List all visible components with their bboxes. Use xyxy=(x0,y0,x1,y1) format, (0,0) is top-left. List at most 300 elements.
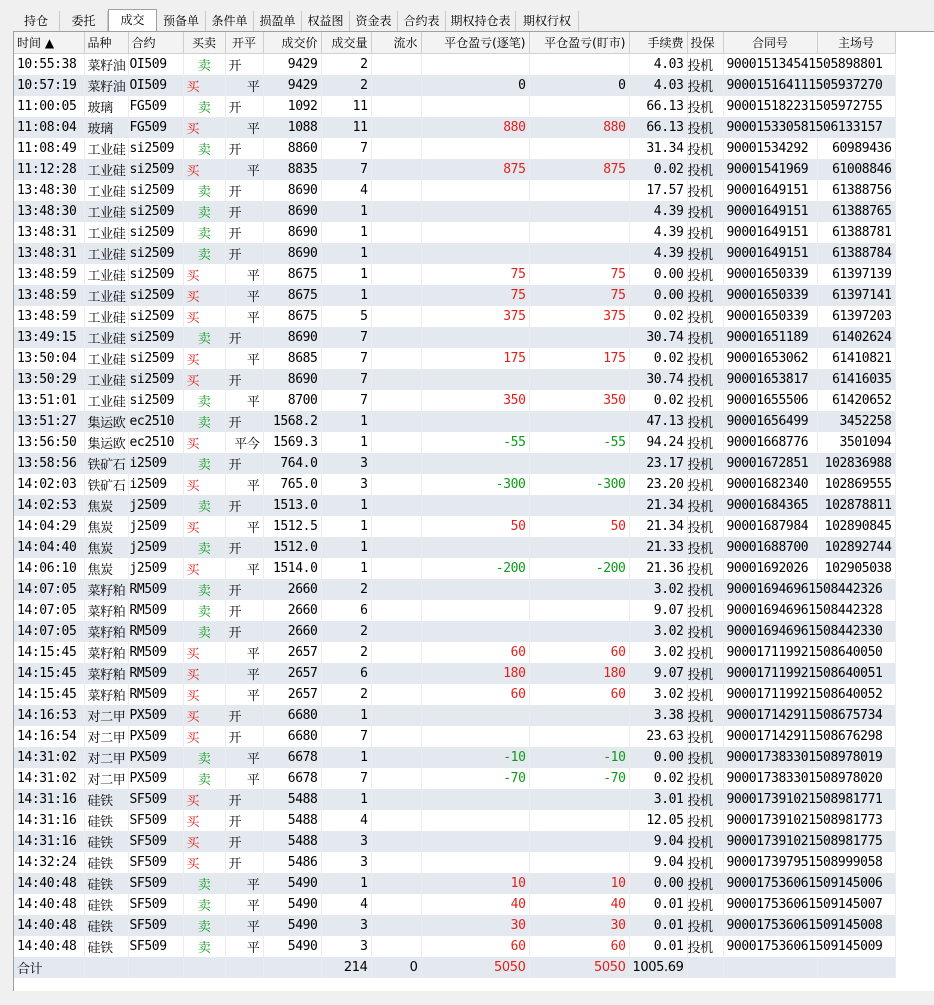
col-offset: 平 xyxy=(225,75,263,96)
col-flow xyxy=(371,684,421,705)
table-row[interactable] xyxy=(14,285,895,306)
table-row[interactable] xyxy=(14,516,895,537)
col-contract: SF509 xyxy=(128,894,183,915)
col-direction: 买 xyxy=(183,306,225,327)
col-pnl-trade: 375 xyxy=(421,306,529,327)
col-contract: RM509 xyxy=(128,642,183,663)
table-row[interactable] xyxy=(14,369,895,390)
col-direction: 买 xyxy=(183,432,225,453)
col-time: 14:07:05 xyxy=(14,579,84,600)
col-product: 工业硅 xyxy=(84,222,128,243)
table-row[interactable] xyxy=(14,495,895,516)
col-time: 13:48:30 xyxy=(14,180,84,201)
table-row[interactable] xyxy=(14,894,895,915)
col-fee: 9.07 xyxy=(629,600,687,621)
table-row[interactable] xyxy=(14,75,895,96)
col-pnl-trade xyxy=(421,810,529,831)
col-volume: 4 xyxy=(321,810,371,831)
table-row[interactable] xyxy=(14,663,895,684)
table-row[interactable] xyxy=(14,348,895,369)
col-price: 1514.0 xyxy=(263,558,321,579)
col-pnl-trade: -300 xyxy=(421,474,529,495)
col-order-no: 900015330581506133157 xyxy=(723,117,895,138)
table-row[interactable] xyxy=(14,474,895,495)
col-price: 2657 xyxy=(263,684,321,705)
col-contract: SF509 xyxy=(128,852,183,873)
table-row[interactable] xyxy=(14,180,895,201)
col-offset: 开 xyxy=(225,96,263,117)
table-row[interactable] xyxy=(14,705,895,726)
col-order-no: 90001682340 xyxy=(723,474,817,495)
col-time: 14:07:05 xyxy=(14,621,84,642)
col-product: 工业硅 xyxy=(84,306,128,327)
col-direction: 买 xyxy=(183,516,225,537)
col-price: 8675 xyxy=(263,306,321,327)
col-contract: ec2510 xyxy=(128,411,183,432)
col-price: 1513.0 xyxy=(263,495,321,516)
col-product: 菜籽粕 xyxy=(84,621,128,642)
col-hedge: 投机 xyxy=(687,705,723,726)
table-row[interactable] xyxy=(14,327,895,348)
col-pnl-mark: -300 xyxy=(529,474,629,495)
col-time-header[interactable]: 时间 ▲ xyxy=(14,32,84,54)
col-fee: 0.01 xyxy=(629,936,687,957)
col-price: 8685 xyxy=(263,348,321,369)
col-offset: 平 xyxy=(225,747,263,768)
col-pnl-mark: 175 xyxy=(529,348,629,369)
col-offset: 开 xyxy=(225,810,263,831)
tab-5[interactable]: 损盈单 xyxy=(254,11,302,31)
col-pnl-trade xyxy=(421,96,529,117)
col-product: 工业硅 xyxy=(84,327,128,348)
col-product: 菜籽粕 xyxy=(84,600,128,621)
col-direction: 卖 xyxy=(183,936,225,957)
col-fee: 47.13 xyxy=(629,411,687,432)
col-offset: 开 xyxy=(225,495,263,516)
col-time: 14:06:10 xyxy=(14,558,84,579)
col-price: 8860 xyxy=(263,138,321,159)
col-flow xyxy=(371,159,421,180)
frame-bottom xyxy=(0,991,934,1005)
col-exchange-no: 102905038 xyxy=(817,558,895,579)
col-product: 硅铁 xyxy=(84,789,128,810)
col-pnl-mark: -70 xyxy=(529,768,629,789)
col-order-no: 900017536061509145008 xyxy=(723,915,895,936)
tab-8[interactable]: 合约表 xyxy=(398,11,446,31)
col-product: 工业硅 xyxy=(84,201,128,222)
col-time: 13:48:31 xyxy=(14,222,84,243)
table-row[interactable] xyxy=(14,411,895,432)
col-pnl-mark xyxy=(529,96,629,117)
col-hedge: 投机 xyxy=(687,138,723,159)
col-contract: SF509 xyxy=(128,936,183,957)
col-product: 对二甲 xyxy=(84,726,128,747)
col-price: 5488 xyxy=(263,810,321,831)
col-contract-header[interactable]: 合约 xyxy=(128,32,183,54)
col-contract: SF509 xyxy=(128,915,183,936)
col-volume: 7 xyxy=(321,348,371,369)
col-order-no: 90001672851 xyxy=(723,453,817,474)
col-exchange-no-header[interactable]: 主场号 xyxy=(817,32,895,54)
table-row[interactable] xyxy=(14,453,895,474)
col-order-no: 90001688700 xyxy=(723,537,817,558)
table-row[interactable] xyxy=(14,768,895,789)
col-flow xyxy=(371,117,421,138)
col-price: 8675 xyxy=(263,285,321,306)
table-row[interactable] xyxy=(14,831,895,852)
col-order-no: 900017119921508640051 xyxy=(723,663,895,684)
table-row[interactable] xyxy=(14,117,895,138)
col-offset: 平 xyxy=(225,642,263,663)
col-contract: PX509 xyxy=(128,705,183,726)
col-pnl-mark xyxy=(529,831,629,852)
col-offset: 平 xyxy=(225,159,263,180)
table-row[interactable] xyxy=(14,684,895,705)
col-product: 铁矿石 xyxy=(84,453,128,474)
col-order-no: 900017391021508981775 xyxy=(723,831,895,852)
col-offset: 开 xyxy=(225,726,263,747)
col-order-no: 90001656499 xyxy=(723,411,817,432)
col-contract: SF509 xyxy=(128,810,183,831)
total-empty-cell xyxy=(687,957,723,978)
col-pnl-mark xyxy=(529,600,629,621)
col-exchange-no: 60989436 xyxy=(817,138,895,159)
table-row[interactable] xyxy=(14,264,895,285)
col-offset: 开 xyxy=(225,852,263,873)
col-fee: 17.57 xyxy=(629,180,687,201)
col-exchange-no: 61402624 xyxy=(817,327,895,348)
col-time: 14:15:45 xyxy=(14,684,84,705)
table-row[interactable] xyxy=(14,54,895,76)
col-price: 1512.5 xyxy=(263,516,321,537)
col-hedge: 投机 xyxy=(687,54,723,76)
col-order-no: 90001655506 xyxy=(723,390,817,411)
col-price: 5490 xyxy=(263,936,321,957)
col-hedge: 投机 xyxy=(687,831,723,852)
col-fee: 31.34 xyxy=(629,138,687,159)
col-fee: 9.04 xyxy=(629,831,687,852)
total-empty-cell xyxy=(817,957,895,978)
col-contract: ec2510 xyxy=(128,432,183,453)
col-fee: 21.33 xyxy=(629,537,687,558)
col-fee: 66.13 xyxy=(629,117,687,138)
col-pnl-trade xyxy=(421,453,529,474)
col-offset: 平 xyxy=(225,894,263,915)
col-product: 菜籽油 xyxy=(84,75,128,96)
tab-6[interactable]: 权益图 xyxy=(302,11,350,31)
col-pnl-trade: -10 xyxy=(421,747,529,768)
col-hedge: 投机 xyxy=(687,411,723,432)
table-row[interactable] xyxy=(14,726,895,747)
table-row[interactable] xyxy=(14,432,895,453)
col-time: 14:40:48 xyxy=(14,873,84,894)
table-row[interactable] xyxy=(14,915,895,936)
col-volume: 1 xyxy=(321,411,371,432)
col-exchange-no: 3501094 xyxy=(817,432,895,453)
table-row[interactable] xyxy=(14,873,895,894)
col-flow xyxy=(371,936,421,957)
col-flow xyxy=(371,600,421,621)
col-pnl-trade xyxy=(421,600,529,621)
col-fee: 0.02 xyxy=(629,390,687,411)
col-direction: 买 xyxy=(183,348,225,369)
col-volume: 2 xyxy=(321,621,371,642)
table-row[interactable] xyxy=(14,390,895,411)
col-pnl-mark: -55 xyxy=(529,432,629,453)
col-time: 13:50:29 xyxy=(14,369,84,390)
col-contract: j2509 xyxy=(128,537,183,558)
table-row[interactable] xyxy=(14,537,895,558)
col-time: 13:58:56 xyxy=(14,453,84,474)
col-product: 焦炭 xyxy=(84,516,128,537)
table-row[interactable] xyxy=(14,306,895,327)
col-order-no: 900015182231505972755 xyxy=(723,96,895,117)
col-offset: 平 xyxy=(225,264,263,285)
col-pnl-trade xyxy=(421,789,529,810)
col-contract: OI509 xyxy=(128,75,183,96)
col-fee: 3.38 xyxy=(629,705,687,726)
col-fee: 3.02 xyxy=(629,579,687,600)
tab-2[interactable]: 成交 xyxy=(108,9,157,32)
col-product: 菜籽粕 xyxy=(84,642,128,663)
col-direction: 卖 xyxy=(183,747,225,768)
col-pnl-trade xyxy=(421,222,529,243)
col-pnl-trade: 880 xyxy=(421,117,529,138)
col-time: 14:31:16 xyxy=(14,831,84,852)
col-offset: 开 xyxy=(225,180,263,201)
col-pnl-trade xyxy=(421,243,529,264)
col-time: 14:32:24 xyxy=(14,852,84,873)
col-volume: 1 xyxy=(321,705,371,726)
col-direction: 买 xyxy=(183,285,225,306)
col-price: 8675 xyxy=(263,264,321,285)
col-volume: 11 xyxy=(321,96,371,117)
col-offset-header[interactable]: 开平 xyxy=(225,32,263,54)
col-pnl-trade xyxy=(421,831,529,852)
table-row[interactable] xyxy=(14,558,895,579)
col-time: 14:15:45 xyxy=(14,642,84,663)
table-row[interactable] xyxy=(14,789,895,810)
tab-10[interactable]: 期权行权 xyxy=(516,11,579,31)
tab-7[interactable]: 资金表 xyxy=(350,11,398,31)
col-flow-header[interactable]: 流水 xyxy=(371,32,421,54)
col-fee: 3.02 xyxy=(629,642,687,663)
col-product: 对二甲 xyxy=(84,747,128,768)
col-direction: 卖 xyxy=(183,495,225,516)
table-row[interactable] xyxy=(14,243,895,264)
col-fee-header[interactable]: 手续费 xyxy=(629,32,687,54)
col-order-no: 90001653062 xyxy=(723,348,817,369)
table-row[interactable] xyxy=(14,201,895,222)
table-row[interactable] xyxy=(14,96,895,117)
col-volume: 3 xyxy=(321,831,371,852)
col-direction: 卖 xyxy=(183,54,225,76)
tab-4[interactable]: 条件单 xyxy=(206,11,254,31)
col-time: 13:51:01 xyxy=(14,390,84,411)
col-hedge: 投机 xyxy=(687,306,723,327)
col-pnl-mark xyxy=(529,852,629,873)
total-fee: 1005.69 xyxy=(629,957,687,978)
col-pnl-trade: 875 xyxy=(421,159,529,180)
col-product: 工业硅 xyxy=(84,369,128,390)
col-hedge: 投机 xyxy=(687,810,723,831)
col-exchange-no: 61410821 xyxy=(817,348,895,369)
col-hedge: 投机 xyxy=(687,159,723,180)
table-row[interactable] xyxy=(14,579,895,600)
col-product: 菜籽油 xyxy=(84,54,128,76)
table-row[interactable] xyxy=(14,936,895,957)
col-direction: 卖 xyxy=(183,453,225,474)
col-volume: 11 xyxy=(321,117,371,138)
table-row[interactable] xyxy=(14,159,895,180)
tab-3[interactable]: 预备单 xyxy=(157,11,206,31)
col-flow xyxy=(371,663,421,684)
col-offset: 开 xyxy=(225,411,263,432)
col-hedge: 投机 xyxy=(687,600,723,621)
table-row[interactable] xyxy=(14,600,895,621)
col-contract: si2509 xyxy=(128,222,183,243)
col-flow xyxy=(371,789,421,810)
col-pnl-mark: 375 xyxy=(529,306,629,327)
col-price-header[interactable]: 成交价 xyxy=(263,32,321,54)
col-flow xyxy=(371,705,421,726)
col-pnl-mark: 40 xyxy=(529,894,629,915)
col-order-no: 90001534292 xyxy=(723,138,817,159)
col-pnl-trade-header[interactable]: 平仓盈亏(逐笔) xyxy=(421,32,529,54)
col-order-no: 90001650339 xyxy=(723,285,817,306)
col-flow xyxy=(371,54,421,76)
col-pnl-mark: 180 xyxy=(529,663,629,684)
col-price: 5490 xyxy=(263,915,321,936)
col-product: 菜籽粕 xyxy=(84,663,128,684)
col-volume: 5 xyxy=(321,306,371,327)
col-offset: 平 xyxy=(225,474,263,495)
col-flow xyxy=(371,726,421,747)
col-volume: 2 xyxy=(321,642,371,663)
table-row[interactable] xyxy=(14,138,895,159)
col-fee: 23.63 xyxy=(629,726,687,747)
col-product: 工业硅 xyxy=(84,264,128,285)
col-flow xyxy=(371,453,421,474)
col-hedge: 投机 xyxy=(687,747,723,768)
table-row[interactable] xyxy=(14,810,895,831)
col-exchange-no: 61388756 xyxy=(817,180,895,201)
col-offset: 平 xyxy=(225,558,263,579)
col-time: 11:12:28 xyxy=(14,159,84,180)
col-time: 14:40:48 xyxy=(14,936,84,957)
col-product: 硅铁 xyxy=(84,873,128,894)
table-row[interactable] xyxy=(14,747,895,768)
col-pnl-trade: 350 xyxy=(421,390,529,411)
col-flow xyxy=(371,873,421,894)
trade-grid[interactable] xyxy=(13,31,934,992)
table-row[interactable] xyxy=(14,222,895,243)
col-time: 10:55:38 xyxy=(14,54,84,76)
col-price: 1568.2 xyxy=(263,411,321,432)
col-price: 2660 xyxy=(263,621,321,642)
col-direction: 卖 xyxy=(183,579,225,600)
col-direction: 卖 xyxy=(183,894,225,915)
col-order-no: 900017119921508640052 xyxy=(723,684,895,705)
col-order-no-header[interactable]: 合同号 xyxy=(723,32,817,54)
tab-0[interactable]: 持仓 xyxy=(13,11,60,31)
col-volume: 4 xyxy=(321,180,371,201)
col-pnl-trade: 175 xyxy=(421,348,529,369)
col-volume: 7 xyxy=(321,768,371,789)
col-volume: 1 xyxy=(321,285,371,306)
col-flow xyxy=(371,831,421,852)
col-volume: 1 xyxy=(321,264,371,285)
col-order-no: 90001668776 xyxy=(723,432,817,453)
col-direction: 买 xyxy=(183,117,225,138)
col-product: 菜籽粕 xyxy=(84,579,128,600)
col-hedge: 投机 xyxy=(687,537,723,558)
col-contract: j2509 xyxy=(128,495,183,516)
col-hedge: 投机 xyxy=(687,915,723,936)
col-direction-header[interactable]: 买卖 xyxy=(183,32,225,54)
table-row[interactable] xyxy=(14,852,895,873)
col-volume: 1 xyxy=(321,201,371,222)
col-order-no: 900017383301508978019 xyxy=(723,747,895,768)
col-pnl-mark: 60 xyxy=(529,936,629,957)
table-row[interactable] xyxy=(14,642,895,663)
col-contract: si2509 xyxy=(128,348,183,369)
col-hedge: 投机 xyxy=(687,621,723,642)
col-direction: 买 xyxy=(183,726,225,747)
col-pnl-trade: 60 xyxy=(421,642,529,663)
col-hedge: 投机 xyxy=(687,873,723,894)
col-hedge: 投机 xyxy=(687,222,723,243)
col-pnl-trade: 60 xyxy=(421,684,529,705)
col-pnl-mark xyxy=(529,705,629,726)
col-pnl-mark xyxy=(529,726,629,747)
col-fee: 0.02 xyxy=(629,306,687,327)
table-row[interactable] xyxy=(14,621,895,642)
total-row xyxy=(14,957,895,978)
col-pnl-mark xyxy=(529,138,629,159)
col-direction: 卖 xyxy=(183,180,225,201)
col-price: 765.0 xyxy=(263,474,321,495)
total-empty-cell xyxy=(723,957,817,978)
col-price: 6678 xyxy=(263,768,321,789)
col-contract: SF509 xyxy=(128,789,183,810)
tab-9[interactable]: 期权持仓表 xyxy=(446,11,516,31)
col-offset: 开 xyxy=(225,789,263,810)
col-direction: 买 xyxy=(183,159,225,180)
col-pnl-mark: 60 xyxy=(529,684,629,705)
col-price: 1512.0 xyxy=(263,537,321,558)
col-pnl-mark-header[interactable]: 平仓盈亏(盯市) xyxy=(529,32,629,54)
col-volume-header[interactable]: 成交量 xyxy=(321,32,371,54)
col-hedge: 投机 xyxy=(687,327,723,348)
col-product: 集运欧 xyxy=(84,411,128,432)
col-order-no: 900016946961508442328 xyxy=(723,600,895,621)
col-contract: i2509 xyxy=(128,453,183,474)
col-product-header[interactable]: 品种 xyxy=(84,32,128,54)
col-product: 铁矿石 xyxy=(84,474,128,495)
col-order-no: 90001650339 xyxy=(723,264,817,285)
col-pnl-trade xyxy=(421,726,529,747)
col-contract: RM509 xyxy=(128,663,183,684)
col-time: 14:02:53 xyxy=(14,495,84,516)
col-pnl-mark xyxy=(529,54,629,76)
col-volume: 7 xyxy=(321,138,371,159)
col-order-no: 900017536061509145009 xyxy=(723,936,895,957)
col-hedge-header[interactable]: 投保 xyxy=(687,32,723,54)
col-exchange-no: 61388781 xyxy=(817,222,895,243)
tab-1[interactable]: 委托 xyxy=(60,11,108,31)
col-order-no: 90001651189 xyxy=(723,327,817,348)
